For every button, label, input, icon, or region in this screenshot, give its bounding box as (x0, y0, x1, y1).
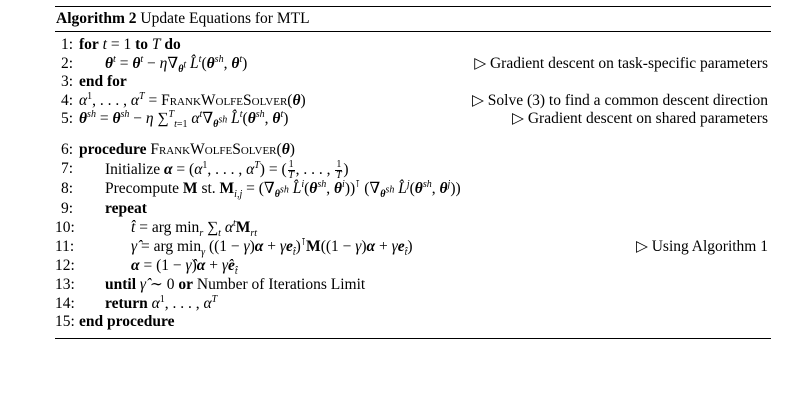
algorithm-line-10 (55, 219, 771, 238)
algorithm-line-4 (55, 92, 771, 111)
line-code: return $\alpha^1$, . . . , $\alpha^T$ (105, 293, 218, 312)
algorithm-line-11 (55, 237, 771, 257)
algorithm-title: Update Equations for MTL (140, 10, 310, 27)
line-comment: ▷ Solve (3) to find a common descent direction (471, 91, 768, 109)
line-code: α = (1 − γ̂)α + $\gammâe_{t̂}$ (131, 257, 238, 278)
line-code: for t = 1 to T do (79, 36, 181, 53)
line-code (79, 73, 127, 92)
algorithm-label: Algorithm 2 (56, 10, 137, 27)
argmin-text: arg min (153, 238, 202, 256)
line-number: 8: (60, 180, 73, 198)
algorithm-line-8 (55, 178, 771, 200)
line-number: 5: (60, 110, 73, 128)
line-number: 9: (60, 200, 73, 218)
line-number: 10: (55, 218, 75, 236)
keyword-do: do (164, 36, 181, 53)
initialize-text: Initialize (105, 160, 161, 178)
keyword-until: until (105, 275, 137, 293)
line-code: procedure FrankWolfeSolver(θ) (79, 140, 295, 158)
st-text: st. (201, 180, 216, 198)
algorithm-block (55, 0, 771, 339)
line-number: 11: (55, 238, 75, 256)
algorithm-line-14 (55, 295, 771, 314)
precompute-text: Precompute (105, 180, 180, 198)
keyword-procedure: procedure (79, 140, 147, 158)
line-code (105, 200, 147, 219)
line-number: 14: (55, 294, 75, 312)
line-code: γ̂ = arg $\min_\gamma ((1 - \gamma)\alpha + \gamma e_{t̂})^⊺M((1 - \gamma)\alpha + \gamma e_{t̂})$ (131, 237, 413, 259)
line-code: $\theta^{sh} = \theta^{sh} - \eta$ ∑$^T_{t=1}$ $\alpha^t\nabla_{\theta^{sh}}$ $L̂^t(\theta^{sh}$, $\theta^t$) (79, 109, 289, 131)
line-number: 1: (60, 36, 73, 53)
line-code: $\theta^t = \theta^t - \eta\nabla_{\theta^t}$ $L̂^t(\theta^{sh}$, $\theta^t$) (105, 53, 248, 75)
keyword-repeat: repeat (105, 200, 147, 218)
keyword-or: or (178, 275, 194, 293)
algorithm-line-6 (55, 141, 771, 160)
line-comment: ▷ Gradient descent on task-specific parameters (474, 54, 768, 72)
keyword-end-procedure: end procedure (79, 313, 175, 331)
algorithm-caption (55, 7, 771, 31)
algorithm-lines (55, 32, 771, 332)
line-number: 3: (60, 73, 73, 91)
algorithm-line-15 (55, 313, 771, 332)
line-code: Initialize $\alpha = (\alpha^1$, . . . , $\alpha^T$) = ( $\frac{1}{T}$ , . . . , $\frac{1}{T}$ ) (105, 158, 349, 181)
line-comment: ▷ Gradient descent on shared parameters (512, 110, 768, 128)
algorithm-line-5 (55, 110, 771, 129)
line-gap (55, 129, 771, 141)
algorithm-line-13 (55, 276, 771, 295)
line-number: 15: (55, 313, 75, 331)
line-number: 4: (60, 91, 73, 109)
keyword-for: for (79, 36, 99, 53)
line-number: 13: (55, 275, 75, 293)
line-number: 2: (60, 54, 73, 72)
keyword-end-for: end for (79, 73, 127, 91)
keyword-return: return (105, 294, 148, 312)
line-number: 6: (60, 140, 73, 158)
algorithm-line-2 (55, 55, 771, 74)
line-number: 12: (55, 257, 75, 275)
line-number: 7: (60, 159, 73, 177)
algorithm-line-9 (55, 200, 771, 219)
argmin-text: arg min (151, 218, 200, 236)
algorithm-line-1 (55, 36, 771, 55)
bottom-rule (55, 338, 771, 339)
algorithm-line-3 (55, 73, 771, 92)
keyword-to: to (135, 36, 149, 53)
algorithm-line-7 (55, 160, 771, 179)
iteration-limit-text: Number of Iterations Limit (196, 275, 366, 293)
line-code: t̂ = arg $\min_r \sum_t$ $\alpha^tM_{rt}$ (131, 217, 258, 239)
line-comment: ▷ Using Algorithm 1 (635, 238, 768, 256)
solver-name: FrankWolfeSolver (161, 91, 288, 109)
line-code: Precompute M st. $M_{i,j} = (\nabla_{\theta^{sh}}$ $L̂^i(\theta^{sh}$, $\theta^i))^⊺$ ($\nabla_{\theta^{sh}}$ $L̂^j(\theta^{sh}$, $\theta^j$)) (105, 179, 461, 201)
line-code: $\alpha^1$, . . . , $\alpha^T$ = FrankWolfeSolver(θ) (79, 90, 306, 109)
solver-name: FrankWolfeSolver (150, 140, 277, 158)
algorithm-line-12 (55, 257, 771, 276)
line-code: until γ̂ ∼ 0 or Number of Iterations Limit (105, 275, 366, 293)
line-code (79, 313, 174, 332)
